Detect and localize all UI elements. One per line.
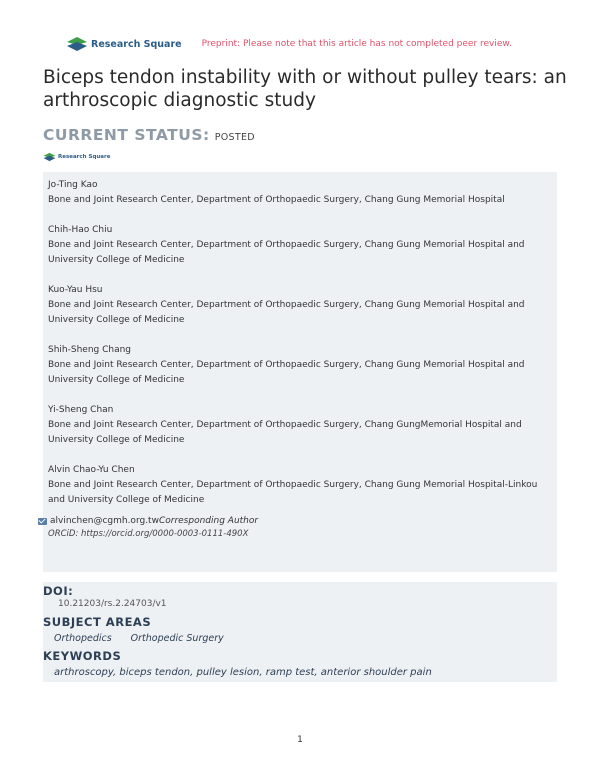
author-name: Yi-Sheng Chan: [48, 405, 114, 415]
author-entry: [48, 283, 551, 328]
author-name: Shih-Sheng Chang: [48, 345, 132, 355]
author-affiliation: Bone and Joint Research Center, Department of Orthopaedic Surgery, Chang Gung Memorial Hospital and University College of Medicine: [48, 360, 525, 385]
corresponding-author: [38, 516, 551, 526]
subject-item[interactable]: Orthopedic Surgery: [130, 633, 224, 644]
author-name: Chih-Hao Chiu: [48, 225, 113, 235]
status-label: CURRENT STATUS:: [43, 126, 210, 144]
author-affiliation: Bone and Joint Research Center, Department of Orthopaedic Surgery, Chang Gung Memorial Hospital-Linkou and University College of Medicine: [48, 480, 538, 505]
article-metadata: [43, 582, 557, 682]
research-square-icon: [66, 36, 88, 52]
doi-value[interactable]: 10.21203/rs.2.24703/v1: [58, 599, 167, 609]
page-number: 1: [297, 735, 303, 745]
header: [66, 34, 546, 54]
author-entry: [48, 343, 551, 388]
author-affiliation: Bone and Joint Research Center, Department of Orthopaedic Surgery, Chang Gung Memorial Hospital and University College of Medicine: [48, 300, 525, 325]
current-status: [43, 126, 255, 144]
keywords-list: arthroscopy, biceps tendon, pulley lesion, ramp test, anterior shoulder pain: [54, 667, 432, 678]
doi-label: DOI:: [43, 584, 74, 598]
orcid-link[interactable]: ORCiD: https://orcid.org/0000-0003-0111-490X: [48, 529, 249, 539]
status-value: POSTED: [214, 132, 255, 143]
mail-icon: [38, 518, 47, 525]
corresponding-email[interactable]: alvinchen@cgmh.org.tw: [50, 516, 159, 526]
author-name: Alvin Chao-Yu Chen: [48, 465, 135, 475]
author-name: Jo-Ting Kao: [48, 180, 98, 190]
research-square-icon: [43, 152, 56, 162]
subject-list: [54, 633, 243, 644]
author-list: [43, 172, 557, 572]
author-entry: [48, 463, 551, 508]
author-affiliation: Bone and Joint Research Center, Department of Orthopaedic Surgery, Chang GungMemorial Hospital and University College of Medicine: [48, 420, 522, 445]
corresponding-note: Corresponding Author: [158, 516, 259, 526]
preprint-notice: Preprint: Please note that this article has not completed peer review.: [201, 39, 512, 49]
brand-name: Research Square: [91, 38, 182, 50]
author-name: Kuo-Yau Hsu: [48, 285, 103, 295]
small-brand-name: Research Square: [58, 154, 111, 160]
author-entry: [48, 403, 551, 448]
author-affiliation: Bone and Joint Research Center, Department of Orthopaedic Surgery, Chang Gung Memorial Hospital: [48, 195, 505, 205]
research-square-logo[interactable]: [66, 36, 182, 52]
author-entry: [48, 178, 551, 208]
small-research-square-logo: [43, 152, 110, 162]
subject-item[interactable]: Orthopedics: [54, 633, 112, 644]
subject-areas-label: SUBJECT AREAS: [43, 615, 152, 629]
author-affiliation: Bone and Joint Research Center, Department of Orthopaedic Surgery, Chang Gung Memorial Hospital and University College of Medicine: [48, 240, 525, 265]
keywords-label: KEYWORDS: [43, 649, 122, 663]
author-entry: [48, 223, 551, 268]
paper-title: Biceps tendon instability with or without pulley tears: an arthroscopic diagnostic study: [43, 67, 567, 111]
